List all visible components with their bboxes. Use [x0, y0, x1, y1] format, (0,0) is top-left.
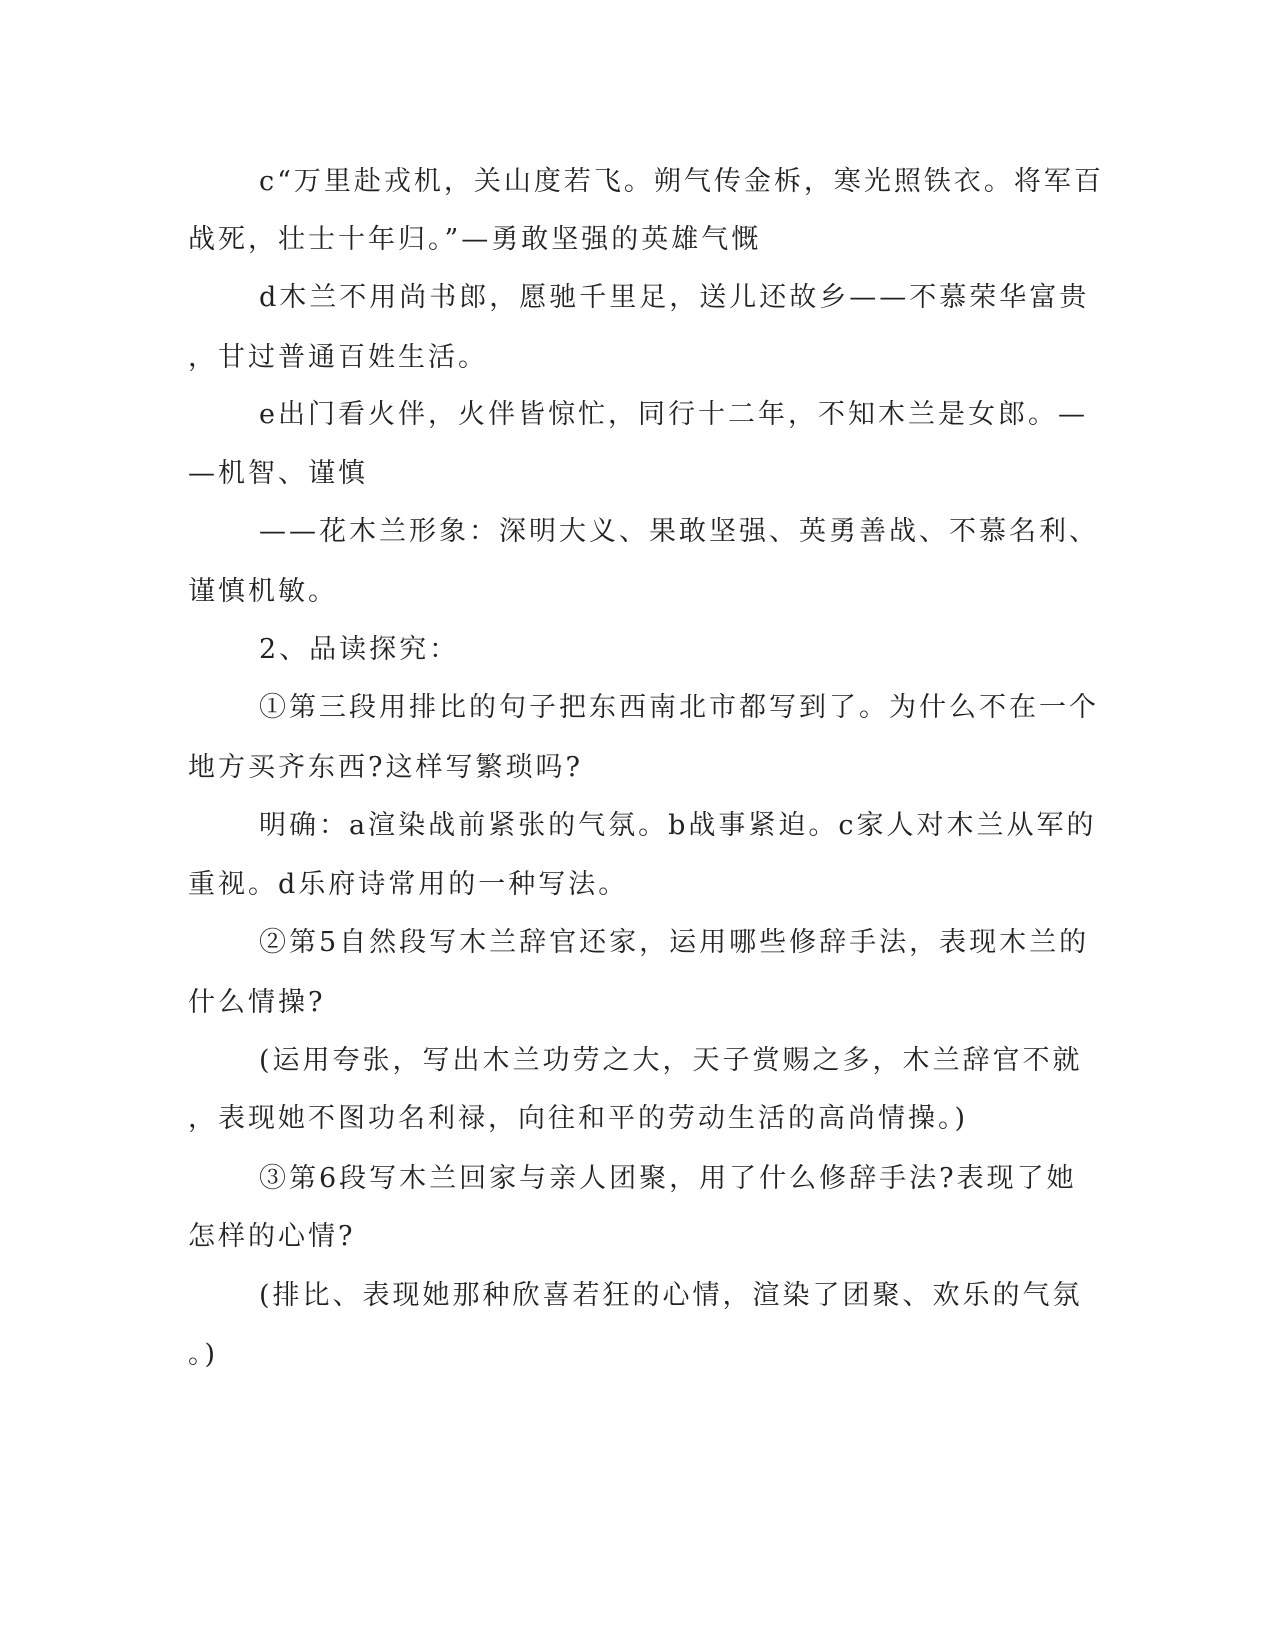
- text-line: ，表现她不图功名利禄，向往和平的劳动生活的高尚情操。): [188, 1103, 969, 1134]
- text-line: c“万里赴戎机，关山度若飞。朔气传金柝，寒光照铁衣。将军百: [259, 166, 1104, 197]
- text-line: ③第6段写木兰回家与亲人团聚，用了什么修辞手法?表现了她: [259, 1163, 1077, 1194]
- text-line: (排比、表现她那种欣喜若狂的心情，渲染了团聚、欢乐的气氛: [259, 1280, 1083, 1311]
- text-line: 什么情操?: [188, 987, 326, 1018]
- text-line: 战死，壮士十年归。”—勇敢坚强的英雄气慨: [188, 224, 762, 255]
- text-line: ②第5自然段写木兰辞官还家，运用哪些修辞手法，表现木兰的: [259, 927, 1090, 958]
- text-line: (运用夸张，写出木兰功劳之大，天子赏赐之多，木兰辞官不就: [259, 1045, 1083, 1076]
- text-line: 谨慎机敏。: [188, 576, 338, 607]
- text-line: 。): [188, 1339, 219, 1370]
- text-line: —机智、谨慎: [188, 458, 368, 489]
- text-line: 怎样的心情?: [188, 1221, 356, 1252]
- text-line: ——花木兰形象：深明大义、果敢坚强、英勇善战、不慕名利、: [259, 516, 1099, 547]
- text-line: ①第三段用排比的句子把东西南北市都写到了。为什么不在一个: [259, 692, 1099, 723]
- text-line: 重视。d乐府诗常用的一种写法。: [188, 869, 629, 900]
- section-heading: 2、品读探究：: [259, 634, 460, 665]
- text-line: 地方买齐东西?这样写繁琐吗?: [188, 752, 583, 783]
- text-line: ，甘过普通百姓生活。: [188, 342, 488, 373]
- text-line: e出门看火伴，火伴皆惊忙，同行十二年，不知木兰是女郎。—: [259, 399, 1088, 430]
- text-line: d木兰不用尚书郎，愿驰千里足，送儿还故乡——不慕荣华富贵: [259, 282, 1090, 313]
- text-line: 明确：a渲染战前紧张的气氛。b战事紧迫。c家人对木兰从军的: [259, 810, 1097, 841]
